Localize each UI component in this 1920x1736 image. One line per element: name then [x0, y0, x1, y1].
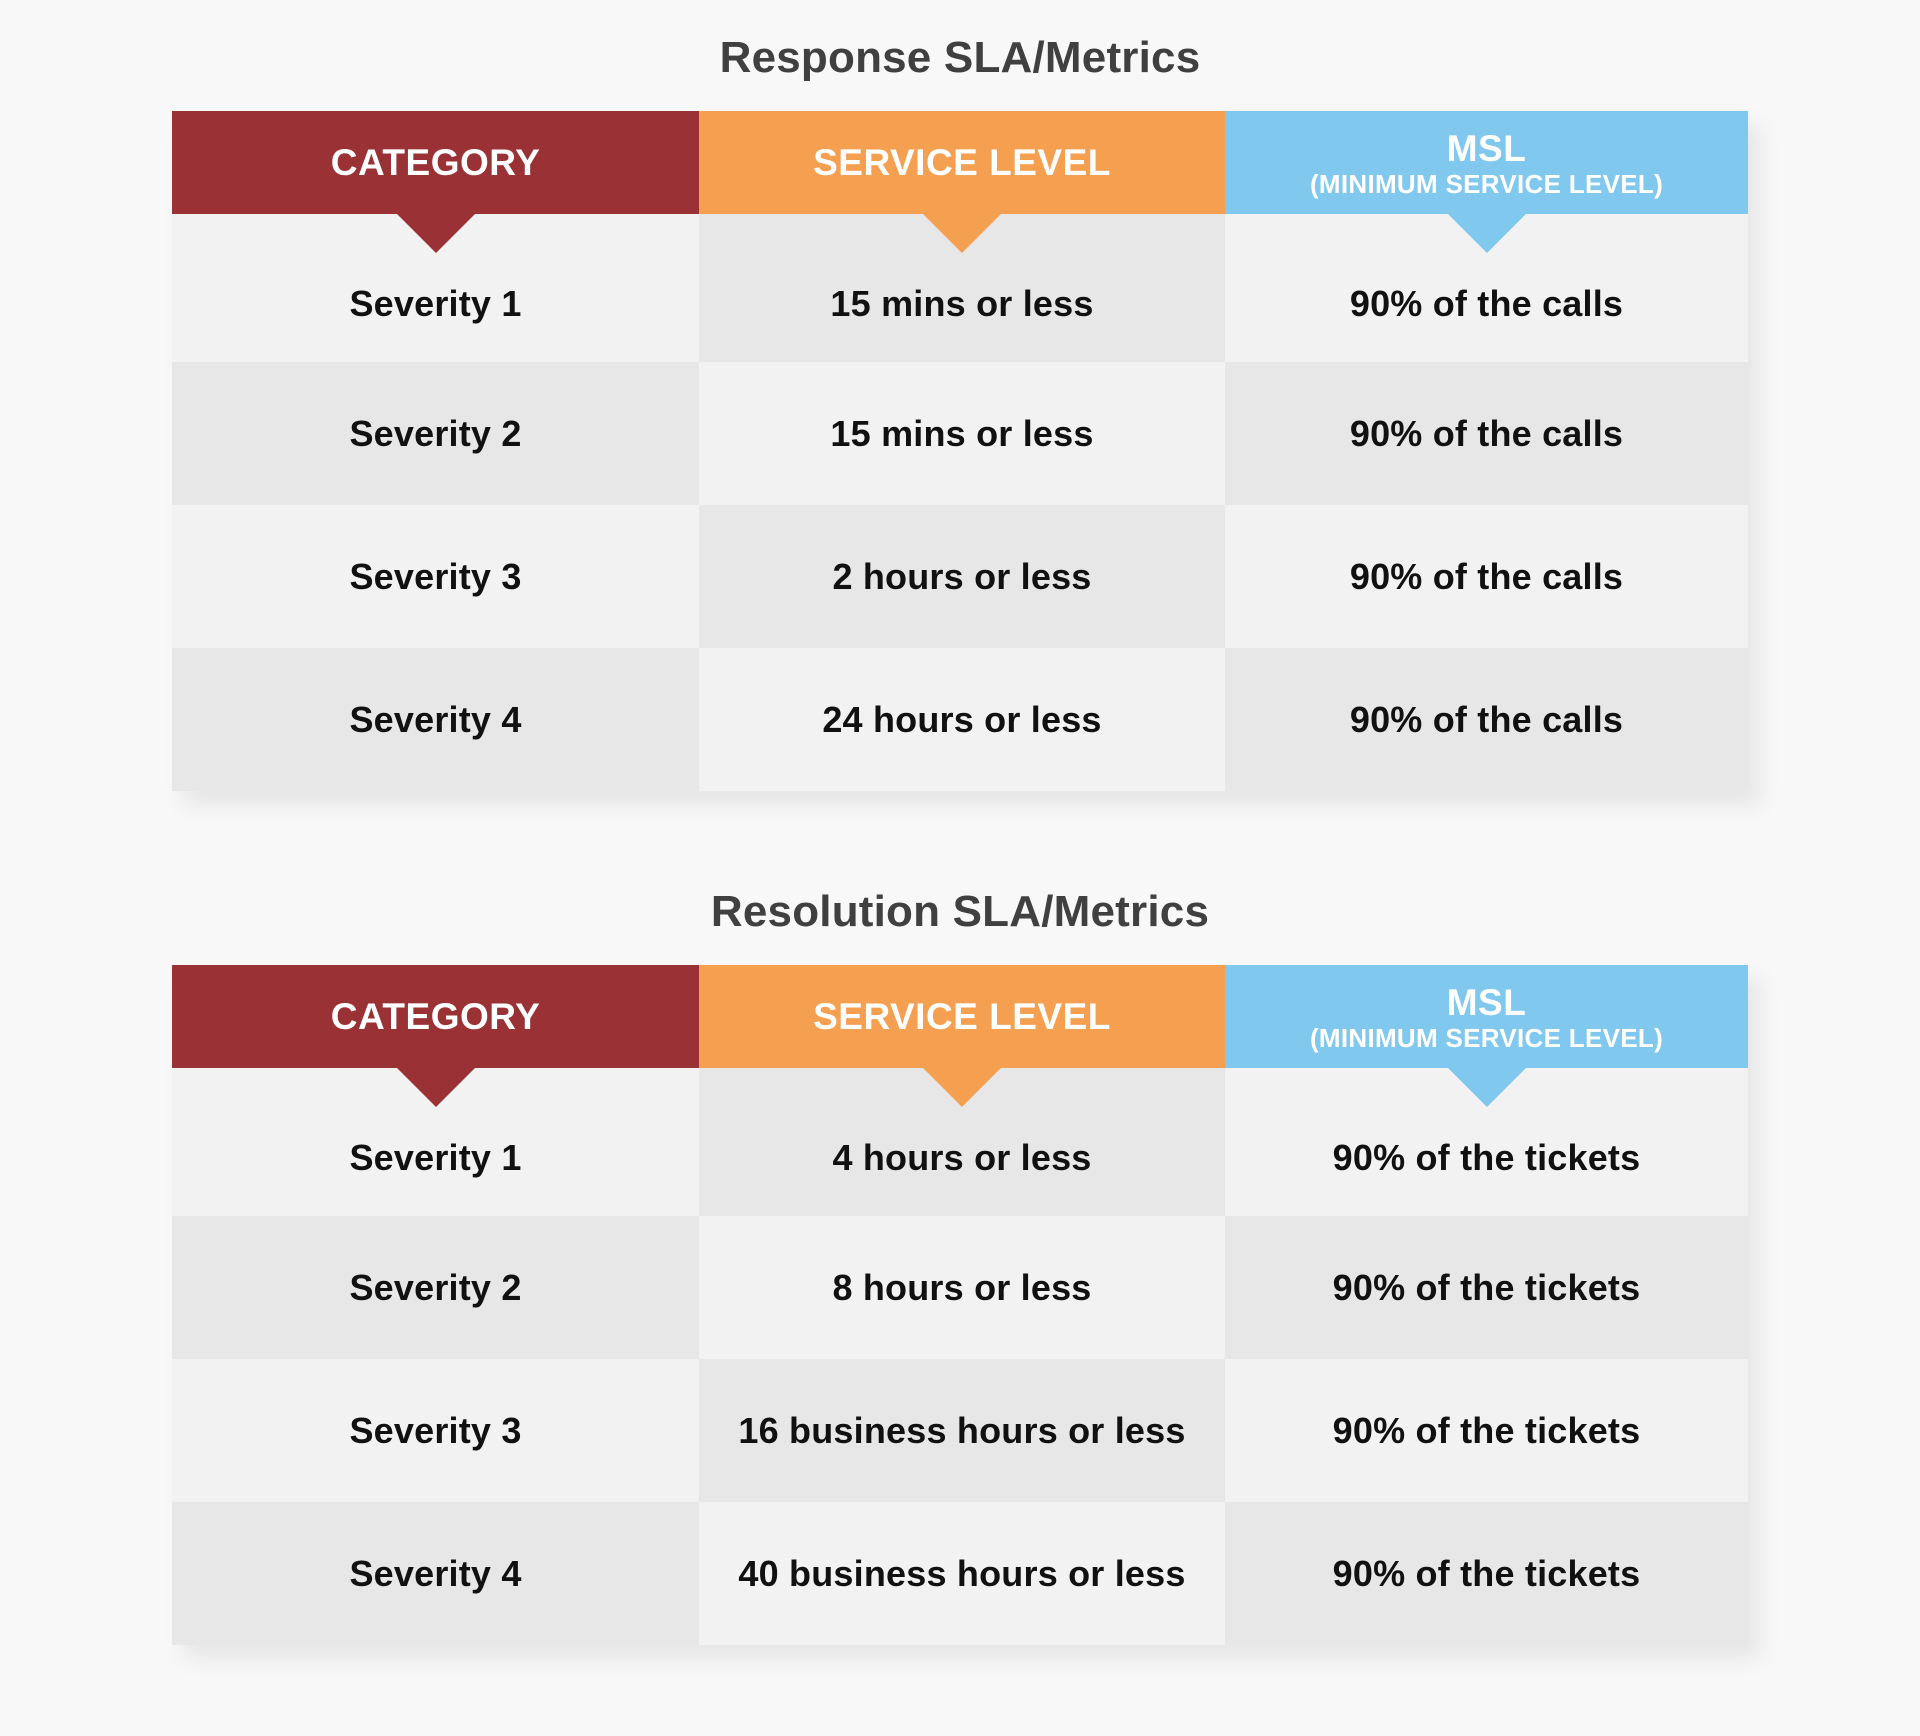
msl-header-sublabel: (MINIMUM SERVICE LEVEL): [1309, 1023, 1664, 1053]
table-row: [172, 362, 1748, 505]
table-row: [172, 505, 1748, 648]
msl-header-label: MSL: [1446, 982, 1527, 1023]
table-row: [172, 1502, 1748, 1645]
msl-cell: 90% of the calls: [1225, 214, 1748, 362]
msl-cell: 90% of the tickets: [1225, 1068, 1748, 1216]
msl-header-sublabel: (MINIMUM SERVICE LEVEL): [1309, 169, 1664, 199]
service-level-cell: 24 hours or less: [699, 648, 1225, 791]
category-cell: Severity 3: [172, 1359, 699, 1502]
service-level-header-label: SERVICE LEVEL: [813, 142, 1111, 183]
msl-cell: 90% of the calls: [1225, 362, 1748, 505]
table-row: [172, 648, 1748, 791]
table-row: [172, 1216, 1748, 1359]
service-level-header-pointer: [922, 1067, 1002, 1107]
service-level-cell: 4 hours or less: [699, 1068, 1225, 1216]
table-row: [172, 1359, 1748, 1502]
msl-header-pointer: [1447, 1067, 1527, 1107]
category-header-label: CATEGORY: [330, 142, 541, 183]
service-level-header-pointer: [922, 213, 1002, 253]
category-cell: Severity 4: [172, 1502, 699, 1645]
table-header-row: [172, 965, 1748, 1068]
category-cell: Severity 1: [172, 1068, 699, 1216]
msl-cell: 90% of the calls: [1225, 648, 1748, 791]
service-level-cell: 15 mins or less: [699, 362, 1225, 505]
category-cell: Severity 3: [172, 505, 699, 648]
msl-cell: 90% of the calls: [1225, 505, 1748, 648]
resolution-sla-table: [172, 965, 1748, 1645]
service-level-cell: 15 mins or less: [699, 214, 1225, 362]
response-sla-table: [172, 111, 1748, 791]
category-cell: Severity 1: [172, 214, 699, 362]
category-cell: Severity 2: [172, 362, 699, 505]
msl-cell: 90% of the tickets: [1225, 1359, 1748, 1502]
category-header-label: CATEGORY: [330, 996, 541, 1037]
msl-header: [1225, 965, 1748, 1068]
table-header-row: [172, 111, 1748, 214]
category-header-pointer: [396, 213, 476, 253]
msl-cell: 90% of the tickets: [1225, 1502, 1748, 1645]
msl-header-pointer: [1447, 213, 1527, 253]
service-level-cell: 40 business hours or less: [699, 1502, 1225, 1645]
category-header: [172, 111, 699, 214]
category-cell: Severity 2: [172, 1216, 699, 1359]
service-level-cell: 2 hours or less: [699, 505, 1225, 648]
msl-cell: 90% of the tickets: [1225, 1216, 1748, 1359]
service-level-header-label: SERVICE LEVEL: [813, 996, 1111, 1037]
category-header-pointer: [396, 1067, 476, 1107]
service-level-header: [699, 111, 1225, 214]
msl-header: [1225, 111, 1748, 214]
category-cell: Severity 4: [172, 648, 699, 791]
service-level-header: [699, 965, 1225, 1068]
service-level-cell: 16 business hours or less: [699, 1359, 1225, 1502]
service-level-cell: 8 hours or less: [699, 1216, 1225, 1359]
msl-header-label: MSL: [1446, 128, 1527, 169]
resolution-sla-title: Resolution SLA/Metrics: [710, 887, 1210, 936]
category-header: [172, 965, 699, 1068]
response-sla-title: Response SLA/Metrics: [719, 33, 1201, 82]
